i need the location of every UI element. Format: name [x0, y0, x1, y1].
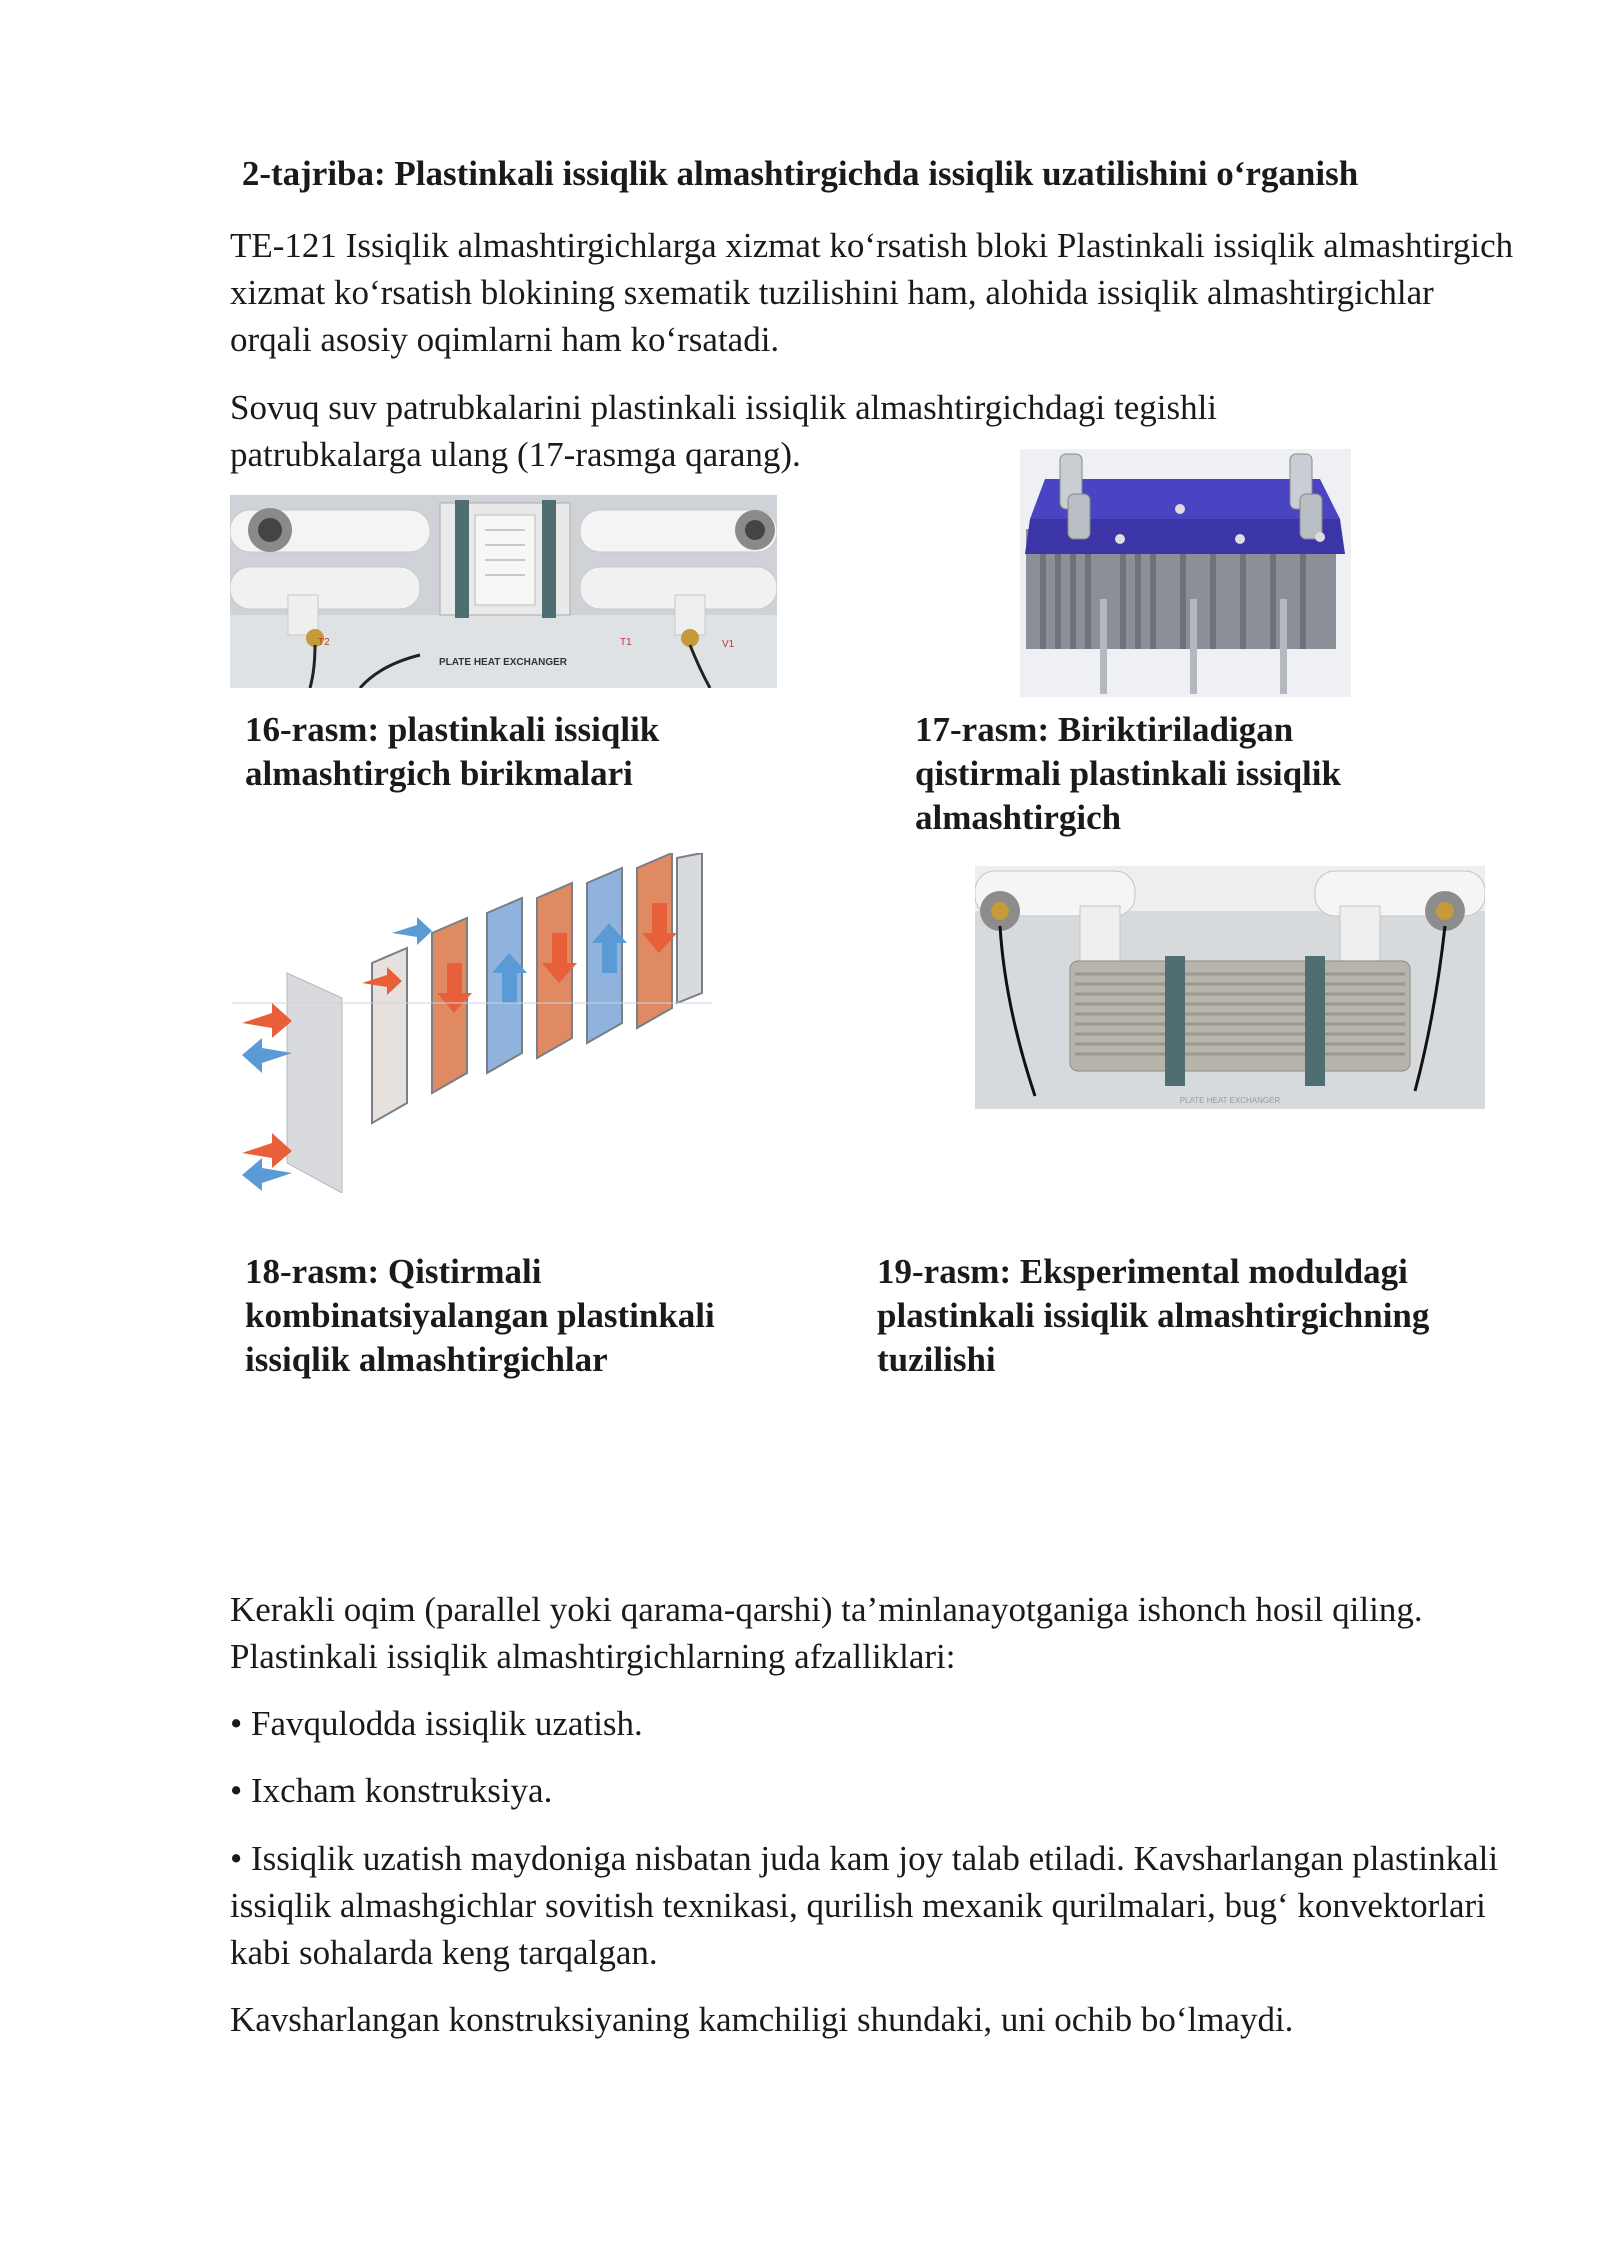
- bullet-heat-transfer: • Favqulodda issiqlik uzatish.: [230, 1704, 643, 1743]
- bullet-compact: • Ixcham konstruksiya.: [230, 1771, 553, 1810]
- figure-16-image: [230, 495, 777, 688]
- paragraph-flow: Kerakli oqim (parallel yoki qarama-qarshi) ta’minlanayotganiga ishonch hosil qiling. Plastinkali issiqlik almashtirgichlarning afzalliklari:: [230, 1590, 1423, 1676]
- figure-16-caption: 16-rasm: plastinkali issiqlik almashtirgich birikmalari: [245, 710, 660, 793]
- paragraph-disadvantage: Kavsharlangan konstruksiyaning kamchiligi shundaki, uni ochib bo‘lmaydi.: [230, 2000, 1294, 2039]
- paragraph-intro: TE-121 Issiqlik almashtirgichlarga xizmat ko‘rsatish bloki Plastinkali issiqlik almashtirgich xizmat ko‘rsatish blokining sxematik tuzilishini ham, alohida issiqlik almashtirgichlar orqali asosiy oqimlarni ham ko‘rsatadi.: [230, 226, 1514, 359]
- bullet-space: • Issiqlik uzatish maydoniga nisbatan juda kam joy talab etiladi. Kavsharlangan plastinkali issiqlik almashgichlar sovitish texnikasi, qurilish mexanik qurilmalari, bug‘ konvektorlari kabi sohalarda keng tarqalgan.: [230, 1839, 1499, 1972]
- figure-18-caption: 18-rasm: Qistirmali kombinatsiyalangan plastinkali issiqlik almashtirgichlar: [245, 1252, 715, 1379]
- page-title: 2-tajriba: Plastinkali issiqlik almashtirgichda issiqlik uzatilishini o‘rganish: [241, 154, 1359, 193]
- figure-16-label-t1: T1: [620, 637, 632, 648]
- figure-19-panel-label: PLATE HEAT EXCHANGER: [1179, 1096, 1281, 1105]
- figure-17-caption: 17-rasm: Biriktiriladigan qistirmali plastinkali issiqlik almashtirgich: [915, 710, 1341, 837]
- figure-16-label-v1: V1: [722, 639, 735, 650]
- figure-17-image: [1020, 449, 1351, 697]
- paragraph-connect: Sovuq suv patrubkalarini plastinkali issiqlik almashtirgichdagi tegishli patrubkalarga ulang (17-rasmga qarang).: [230, 388, 1218, 474]
- figure-19-image: [975, 866, 1485, 1109]
- figure-19-caption: 19-rasm: Eksperimental moduldagi plastinkali issiqlik almashtirgichning tuzilishi: [877, 1252, 1430, 1379]
- figure-16-label-t2: T2: [318, 637, 330, 648]
- figure-18-image: [232, 853, 712, 1193]
- figure-16-panel-label: PLATE HEAT EXCHANGER: [439, 657, 567, 668]
